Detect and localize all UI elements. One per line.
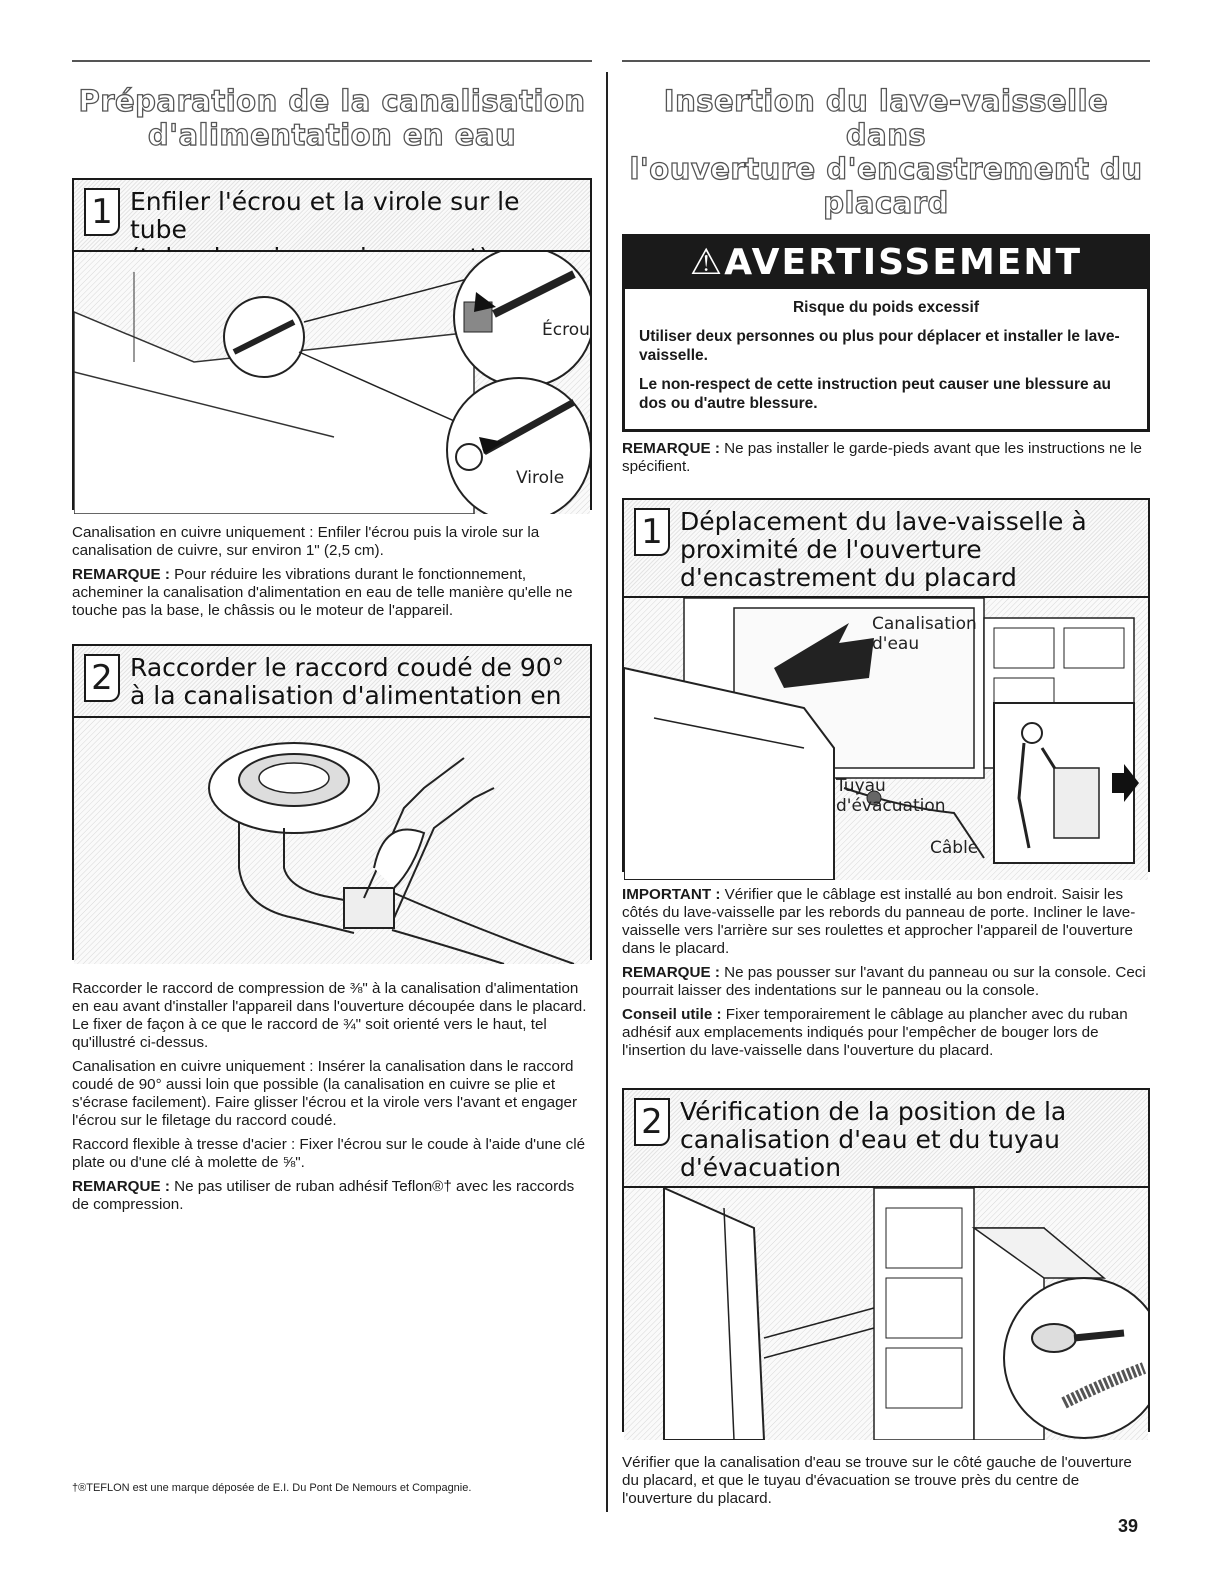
callout-water-line bbox=[872, 614, 977, 654]
note-label: REMARQUE : bbox=[622, 440, 720, 457]
step-number: 2 bbox=[634, 1098, 670, 1146]
elbow-fitting-drawing bbox=[74, 718, 590, 964]
step-number: 1 bbox=[84, 188, 120, 236]
nut-ferrule-drawing bbox=[74, 252, 590, 514]
tip-label: Conseil utile : bbox=[622, 1006, 722, 1023]
section-title-water-supply bbox=[72, 84, 592, 152]
right-step1-header bbox=[624, 500, 1148, 598]
move-dishwasher-illustration bbox=[624, 598, 1148, 880]
note-text: Ne pas installer le garde-pieds avant que les instructions ne le spécifient. bbox=[622, 440, 1142, 475]
right-step2-panel bbox=[622, 1088, 1150, 1432]
right-step2-text: Vérifier que la canalisation d'eau se trouve sur le côté gauche de l'ouverture du placard, et que le tuyau d'évacuation se trouve près du centre de l'ouverture du placard. bbox=[622, 1454, 1132, 1507]
warning-line: Le non-respect de cette instruction peut causer une blessure au dos ou d'autre blessure. bbox=[639, 376, 1112, 412]
note1-paragraph bbox=[72, 566, 592, 620]
top-rule bbox=[622, 60, 1150, 62]
callout-nut: Écrou bbox=[542, 320, 590, 340]
elbow-fitting-illustration bbox=[74, 718, 590, 964]
important-label: IMPORTANT : bbox=[622, 886, 721, 903]
warning-body bbox=[625, 289, 1147, 429]
right-step1-panel bbox=[622, 498, 1150, 872]
step-title-line: d'évacuation bbox=[680, 1153, 842, 1182]
column-divider bbox=[606, 72, 608, 1512]
step-title-line: Vérification de la position de la bbox=[680, 1097, 1067, 1126]
step-title-line: Raccorder le raccord coudé de 90° bbox=[130, 653, 565, 682]
step-title-line: proximité de l'ouverture bbox=[680, 535, 982, 564]
tip-text: Fixer temporairement le câblage au plancher avec du ruban adhésif aux emplacements indiqués pour l'empêcher de bouger lors de l'insertion du lave-vaisselle dans l'ouverture du placard. bbox=[622, 1006, 1128, 1059]
step2-text2: Canalisation en cuivre uniquement : Insérer la canalisation dans le raccord coudé de 90° aussi loin que possible (la canalisation en cuivre se plie et s'écrase facilement). Faire glisser l'écrou et la virole vers l'avant et engager l'écrou sur le filetage du raccord coudé. bbox=[72, 1058, 578, 1129]
warning-box bbox=[622, 234, 1150, 432]
nut-ferrule-illustration bbox=[74, 252, 590, 514]
step1-header bbox=[74, 180, 590, 252]
note-label: REMARQUE : bbox=[72, 566, 170, 583]
warning-header: ⚠AVERTISSEMENT bbox=[625, 237, 1147, 289]
left-column bbox=[72, 60, 592, 1220]
section-title-line: d'alimentation en eau bbox=[147, 118, 517, 152]
step-title-line: canalisation d'eau et du tuyau bbox=[680, 1125, 1060, 1154]
check-position-illustration bbox=[624, 1188, 1148, 1440]
callout-line: d'eau bbox=[872, 634, 920, 654]
section-title-line: Préparation de la canalisation bbox=[78, 84, 586, 118]
callout-drain-hose bbox=[836, 776, 946, 816]
note-text: Ne pas utiliser de ruban adhésif Teflon®† avec les raccords de compression. bbox=[72, 1178, 575, 1213]
section-title-insertion bbox=[622, 84, 1150, 220]
warning-line: Utiliser deux personnes ou plus pour déplacer et installer le lave-vaisselle. bbox=[639, 328, 1120, 364]
section-title-line: l'ouverture d'encastrement du placard bbox=[629, 152, 1143, 220]
note2-paragraph bbox=[72, 1178, 592, 1214]
important-paragraph bbox=[622, 886, 1150, 958]
step-number: 2 bbox=[84, 654, 120, 702]
step2-text3: Raccord flexible à tresse d'acier : Fixer l'écrou sur le coude à l'aide d'une clé plate ou d'une clé à molette de ⅝". bbox=[72, 1136, 586, 1171]
step-number: 1 bbox=[634, 508, 670, 556]
right-step2-header bbox=[624, 1090, 1148, 1188]
step-title-line: Déplacement du lave-vaisselle à bbox=[680, 507, 1087, 536]
important-text: Vérifier que le câblage est installé au bon endroit. Saisir les côtés du lave-vaisselle par les rebords du panneau de porte. Incliner le lave-vaisselle vers l'arrière sur ses roulettes et approcher l'appareil de l'ouverture dans le placard. bbox=[622, 886, 1136, 957]
top-rule bbox=[72, 60, 592, 62]
step-title-line: à la canalisation d'alimentation en bbox=[130, 681, 562, 710]
step1-text: Canalisation en cuivre uniquement : Enfiler l'écrou puis la virole sur la canalisation de cuivre, sur environ 1" (2,5 cm). bbox=[72, 524, 540, 559]
tip-paragraph bbox=[622, 1006, 1150, 1060]
step-title-line: Enfiler l'écrou et la virole sur le tube bbox=[130, 187, 520, 244]
callout-line: d'évacuation bbox=[836, 796, 946, 816]
callout-line: Canalisation bbox=[872, 614, 977, 634]
note-text: Ne pas pousser sur l'avant du panneau ou sur la console. Ceci pourrait laisser des indentations sur le panneau ou la console. bbox=[622, 964, 1146, 999]
callout-line: Tuyau bbox=[836, 776, 886, 796]
note-label: REMARQUE : bbox=[72, 1178, 170, 1195]
step1-panel bbox=[72, 178, 592, 510]
step2-panel bbox=[72, 644, 592, 960]
check-position-drawing bbox=[624, 1188, 1148, 1440]
step-title bbox=[680, 508, 1087, 592]
step2-text1: Raccorder le raccord de compression de ⅜" à la canalisation d'alimentation en eau avant d'installer l'appareil dans l'ouverture découpée dans le placard. Le fixer de façon à ce que le raccord de ¾" soit orienté vers le haut, tel qu'illustré ci-dessus. bbox=[72, 980, 587, 1051]
step-title-line: d'encastrement du placard bbox=[680, 563, 1017, 592]
page-number: 39 bbox=[1118, 1516, 1139, 1536]
callout-cable: Câble bbox=[930, 838, 979, 858]
section-title-line: Insertion du lave-vaisselle dans bbox=[663, 84, 1109, 152]
note-label: REMARQUE : bbox=[622, 964, 720, 981]
note-text: Pour réduire les vibrations durant le fonctionnement, acheminer la canalisation d'alimentation en eau de telle manière qu'elle ne touche pas la base, le châssis ou le moteur de l'appareil. bbox=[72, 566, 573, 619]
note2-paragraph bbox=[622, 964, 1150, 1000]
step-title bbox=[680, 1098, 1066, 1182]
right-column bbox=[622, 60, 1150, 1514]
callout-ferrule: Virole bbox=[516, 468, 565, 488]
step2-header bbox=[74, 646, 590, 718]
footnote-teflon: †®TEFLON est une marque déposée de E.I. Du Pont De Nemours et Compagnie. bbox=[72, 1482, 472, 1494]
note-paragraph bbox=[622, 440, 1150, 476]
warning-subtitle: Risque du poids excessif bbox=[792, 299, 980, 316]
